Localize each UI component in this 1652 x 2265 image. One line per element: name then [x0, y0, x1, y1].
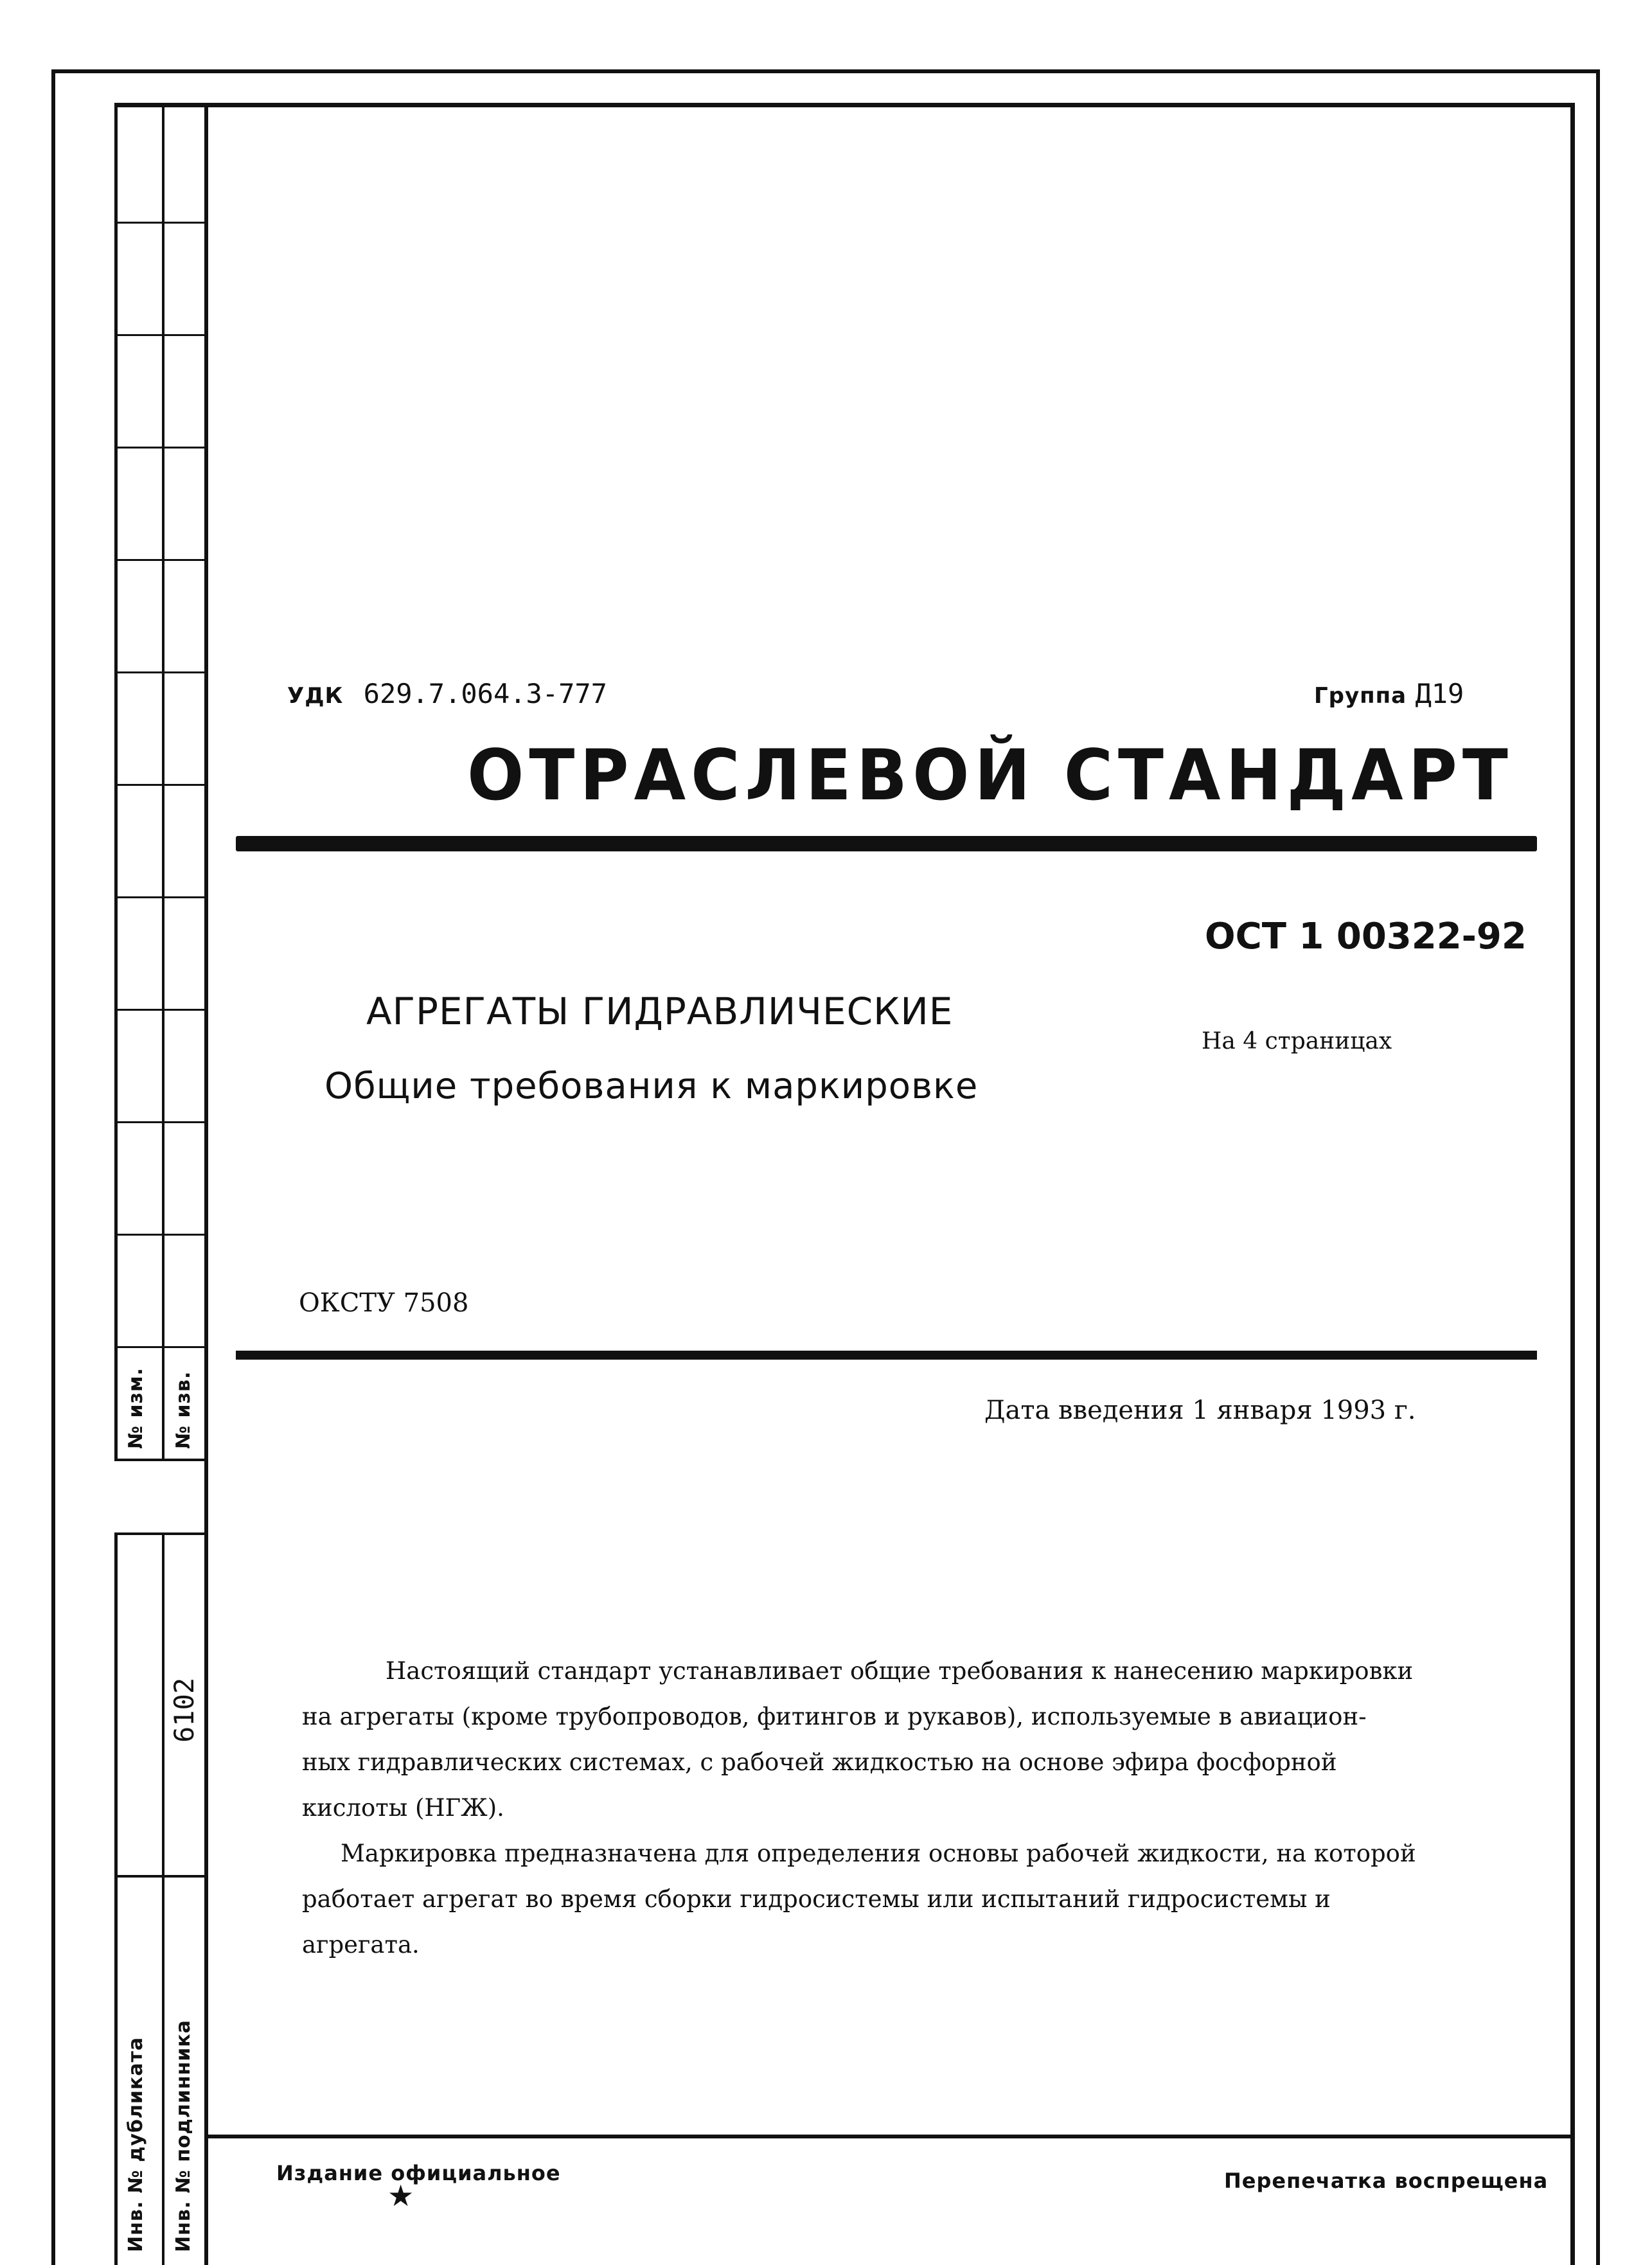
- stamp-cell-line: [114, 222, 208, 224]
- stamp-inv-number: 6102: [168, 1677, 200, 1743]
- title-rule-bottom: [236, 1351, 1537, 1360]
- stamp-left-border-top: [114, 103, 118, 1459]
- udk-line: [287, 678, 607, 709]
- inner-frame-right: [1570, 103, 1575, 2265]
- outer-frame-left: [51, 69, 55, 2265]
- stamp-cell-line: [114, 1121, 208, 1123]
- stamp-dup-label: Инв. № дубликата: [125, 2036, 147, 2252]
- star-icon: ★: [387, 2178, 414, 2213]
- inner-frame-top: [114, 103, 1574, 107]
- stamp-cell-line: [114, 784, 208, 786]
- group-value: Д19: [1415, 678, 1464, 709]
- effective-date: Дата введения 1 января 1993 г.: [984, 1396, 1416, 1425]
- standard-number: ОСТ 1 00322-92: [1205, 916, 1527, 957]
- inner-frame-left: [204, 103, 208, 2265]
- stamp-divider-top: [162, 103, 164, 1459]
- okstu-code: ОКСТУ 7508: [299, 1288, 469, 1318]
- paragraph2-line3: агрегата.: [302, 1931, 420, 1959]
- udk-value: 629.7.064.3-777: [363, 678, 607, 709]
- stamp-izm-label: № изм.: [125, 1367, 147, 1449]
- paragraph1-line1: Настоящий стандарт устанавливает общие требования к нанесению маркировки: [386, 1657, 1414, 1685]
- stamp-left-border-bottom: [114, 1532, 118, 2265]
- udk-label: УДК: [287, 683, 344, 709]
- outer-frame-top: [51, 69, 1600, 73]
- title-rule-top: [236, 836, 1537, 851]
- stamp-cell-line: [114, 559, 208, 561]
- stamp-cell-line: [114, 447, 208, 449]
- paragraph2-line2: работает агрегат во время сборки гидросистемы или испытаний гидросистемы и: [302, 1885, 1331, 1913]
- stamp-cell-line: [114, 671, 208, 673]
- stamp-orig-label: Инв. № подлинника: [172, 2020, 195, 2252]
- stamp-cell-line: [114, 334, 208, 336]
- paragraph1-line4: кислоты (НГЖ).: [302, 1794, 504, 1822]
- stamp-cell-line: [114, 1459, 208, 1461]
- footer-rule: [204, 2135, 1574, 2138]
- outer-frame-right: [1596, 69, 1600, 2265]
- paragraph1-line3: ных гидравлических системах, с рабочей жидкостью на основе эфира фосфорной: [302, 1748, 1337, 1776]
- main-title: ОТРАСЛЕВОЙ СТАНДАРТ: [467, 733, 1513, 817]
- stamp-cell-line: [114, 1234, 208, 1236]
- paragraph2-line1: Маркировка предназначена для определения основы рабочей жидкости, на которой: [341, 1840, 1416, 1867]
- stamp-cell-line: [114, 1532, 208, 1535]
- stamp-cell-line: [114, 1346, 208, 1348]
- stamp-cell-line: [114, 1009, 208, 1011]
- stamp-divider-bottom: [162, 1532, 164, 2265]
- group-line: [1314, 678, 1464, 709]
- group-label: Группа: [1314, 683, 1407, 709]
- standard-title-line2: Общие требования к маркировке: [324, 1065, 979, 1107]
- stamp-cell-line: [114, 896, 208, 898]
- standard-pages: На 4 страницах: [1202, 1028, 1392, 1054]
- stamp-izv-label: № изв.: [172, 1371, 195, 1449]
- stamp-cell-line: [114, 1875, 208, 1878]
- reprint-notice: Перепечатка воспрещена: [1224, 2169, 1549, 2193]
- official-edition: Издание официальное: [276, 2161, 561, 2185]
- body-text: [302, 1648, 1416, 1967]
- paragraph1-line2: на агрегаты (кроме трубопроводов, фитингов и рукавов), используемые в авиацион-: [302, 1703, 1367, 1730]
- standard-title-line1: АГРЕГАТЫ ГИДРАВЛИЧЕСКИЕ: [366, 990, 954, 1033]
